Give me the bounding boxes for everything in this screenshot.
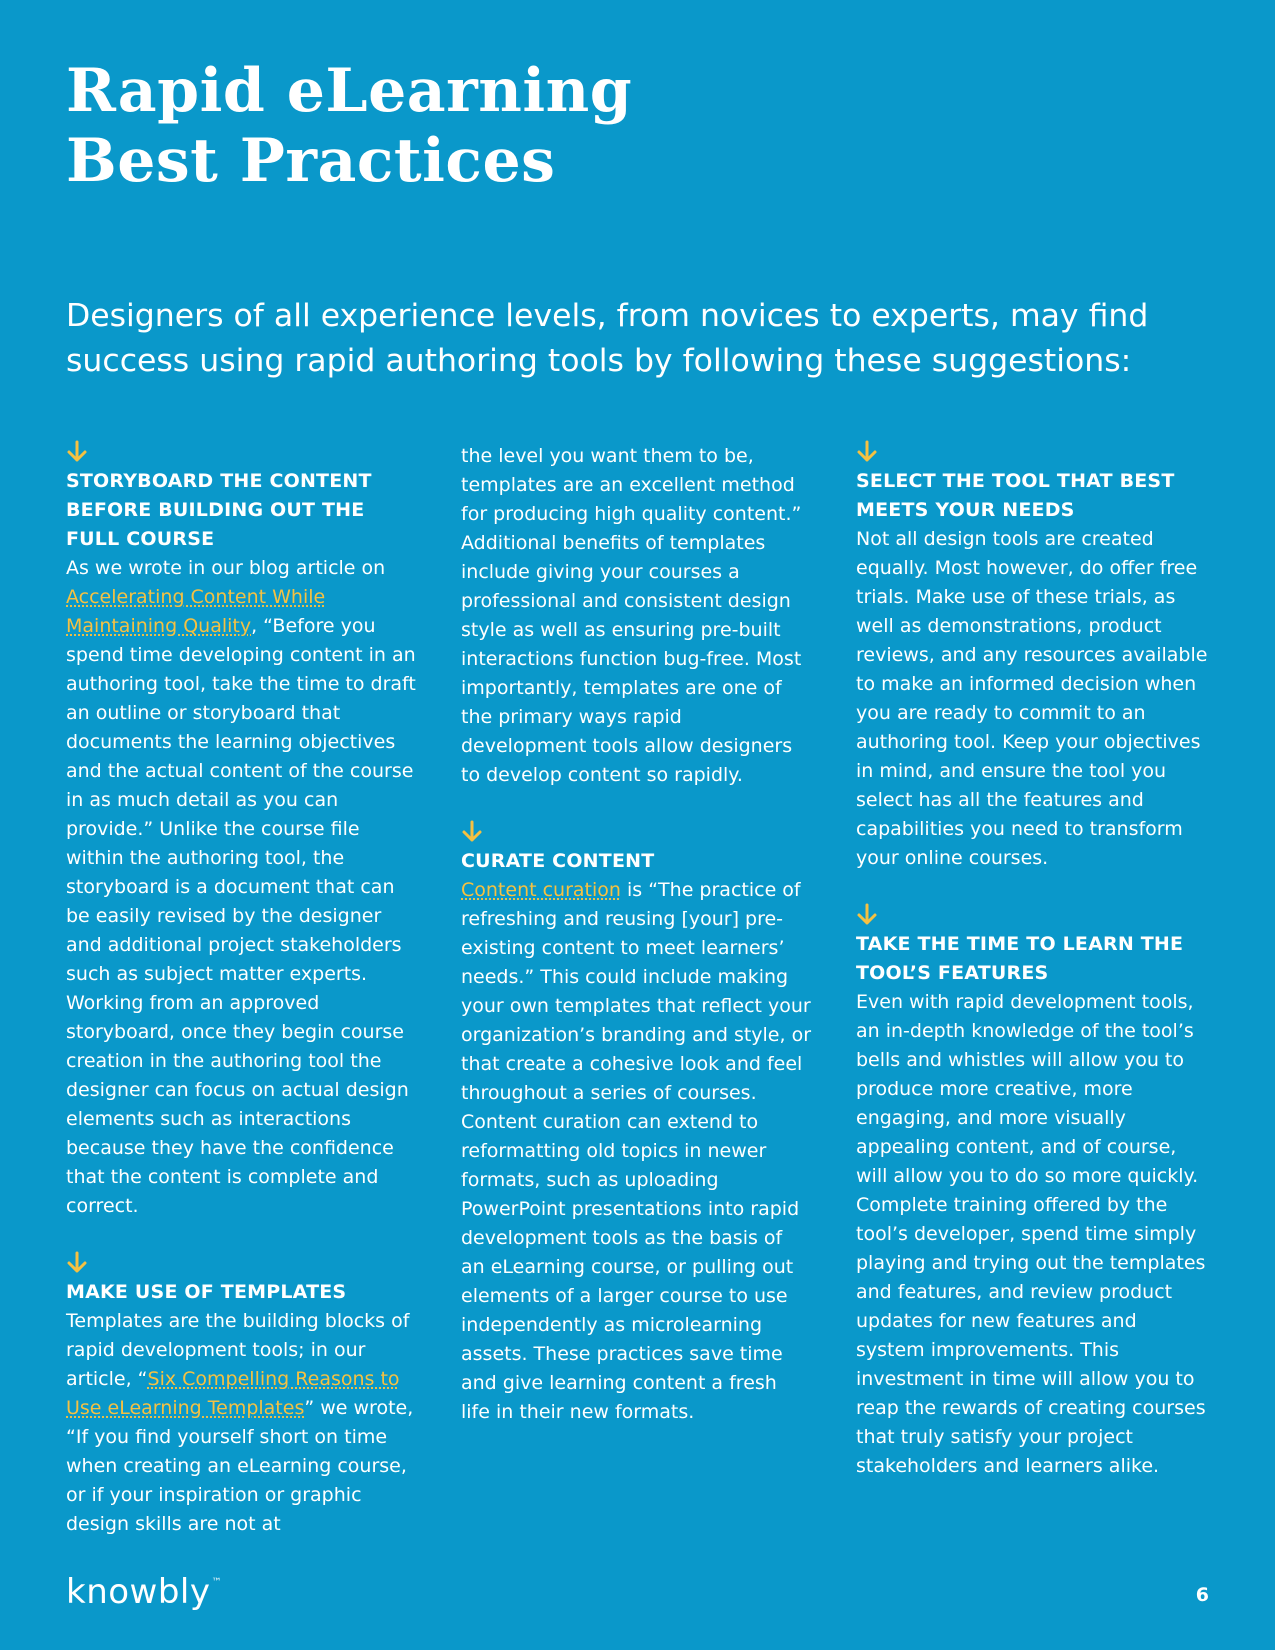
templates-article-link[interactable]: Six Compelling Reasons to Use eLearning Templates bbox=[66, 1368, 400, 1419]
blog-article-link[interactable]: Accelerating Content While Maintaining Quality bbox=[66, 586, 326, 637]
page-title-line-1: Rapid eLearning bbox=[66, 56, 633, 126]
section-heading: SELECT THE TOOL THAT BEST MEETS YOUR NEEDS bbox=[856, 470, 1175, 521]
intro-text: Designers of all experience levels, from novices to experts, may find success using rapid authoring tools by following these suggestions: bbox=[66, 298, 1149, 379]
page-title-line-2: Best Practices bbox=[66, 126, 556, 196]
section-templates-continued bbox=[461, 442, 811, 790]
section-heading: MAKE USE OF TEMPLATES bbox=[66, 1281, 347, 1303]
trademark-symbol: ™ bbox=[211, 1577, 222, 1588]
arrow-down-icon bbox=[66, 1251, 88, 1275]
arrow-down-icon bbox=[461, 820, 483, 844]
knowbly-logo bbox=[66, 1572, 222, 1612]
column-3 bbox=[856, 440, 1211, 1511]
content-curation-link[interactable]: Content curation bbox=[461, 879, 621, 901]
section-heading: TAKE THE TIME TO LEARN THE TOOL’S FEATURES bbox=[856, 933, 1184, 984]
section-body bbox=[66, 1307, 416, 1539]
section-body: Even with rapid development tools, an in-depth knowledge of the tool’s bells and whistles will allow you to produce more creative, more engaging, and more visually appealing content, and of course, will allow you to do so more quickly. Complete training offered by the tool’s developer, spend time simply playing and trying out the templates and features, and review product updates for new features and system improvements. This investment in time will allow you to reap the rewards of creating courses that truly satisfy your project stakeholders and learners alike. bbox=[856, 991, 1206, 1477]
arrow-down-icon bbox=[856, 440, 878, 464]
section-body-continued: the level you want them to be, templates are an excellent method for producing high quality content.” Additional benefits of templates include giving your courses a professional and consistent design style as well as ensuring pre-built interactions function bug-free. Most importantly, templates are one of the primary ways rapid development tools allow designers to develop content so rapidly. bbox=[461, 445, 802, 786]
section-learn-tool bbox=[856, 903, 1211, 1481]
section-body bbox=[66, 554, 416, 1221]
arrow-down-icon bbox=[856, 903, 878, 927]
body-text: , “Before you spend time developing content in an authoring tool, take the time to draft an outline or storyboard that documents the learning objectives and the actual content of the course in as much detail as you can provide.” Unlike the course file within the authoring tool, the storyboard is a document that can be easily revised by the designer and additional project stakeholders such as subject matter experts. Working from an approved storyboard, once they begin course creation in the authoring tool the designer can focus on actual design elements such as interactions because they have the confidence that the content is complete and correct. bbox=[66, 615, 416, 1217]
column-2 bbox=[461, 440, 811, 1457]
section-heading: CURATE CONTENT bbox=[461, 850, 655, 872]
body-text: is “The practice of refreshing and reusing [your] pre-existing content to meet learners’ needs.” This could include making your own templates that reflect your organization’s branding and style, or that create a cohesive look and feel throughout a series of courses. Content curation can extend to reformatting old topics in newer formats, such as uploading PowerPoint presentations into rapid development tools as the basis of an eLearning course, or pulling out elements of a larger course to use independently as microlearning assets. These practices save time and give learning content a fresh life in their new formats. bbox=[461, 879, 812, 1423]
section-body bbox=[461, 876, 811, 1427]
section-storyboard bbox=[66, 440, 416, 1221]
section-templates bbox=[66, 1251, 416, 1539]
body-text: As we wrote in our blog article on bbox=[66, 557, 386, 579]
column-1 bbox=[66, 440, 416, 1569]
section-heading: STORYBOARD THE CONTENT BEFORE BUILDING OUT THE FULL COURSE bbox=[66, 470, 372, 550]
section-curate bbox=[461, 820, 811, 1427]
page-title bbox=[66, 56, 632, 196]
body-text: Templates are the building blocks of rapid development tools; in our article, “ bbox=[66, 1310, 410, 1390]
logo-text: knowbly bbox=[66, 1572, 211, 1612]
section-select-tool bbox=[856, 440, 1211, 873]
section-body: Not all design tools are created equally. Most however, do offer free trials. Make use of these trials, as well as demonstrations, product reviews, and any resources available to make an informed decision when you are ready to commit to an authoring tool. Keep your objectives in mind, and ensure the tool you select has all the features and capabilities you need to transform your online courses. bbox=[856, 528, 1208, 869]
body-text: ” we wrote, “If you find yourself short on time when creating an eLearning course, or if your inspiration or graphic design skills are not at bbox=[66, 1397, 414, 1535]
arrow-down-icon bbox=[66, 440, 88, 464]
page-number: 6 bbox=[1195, 1584, 1209, 1606]
